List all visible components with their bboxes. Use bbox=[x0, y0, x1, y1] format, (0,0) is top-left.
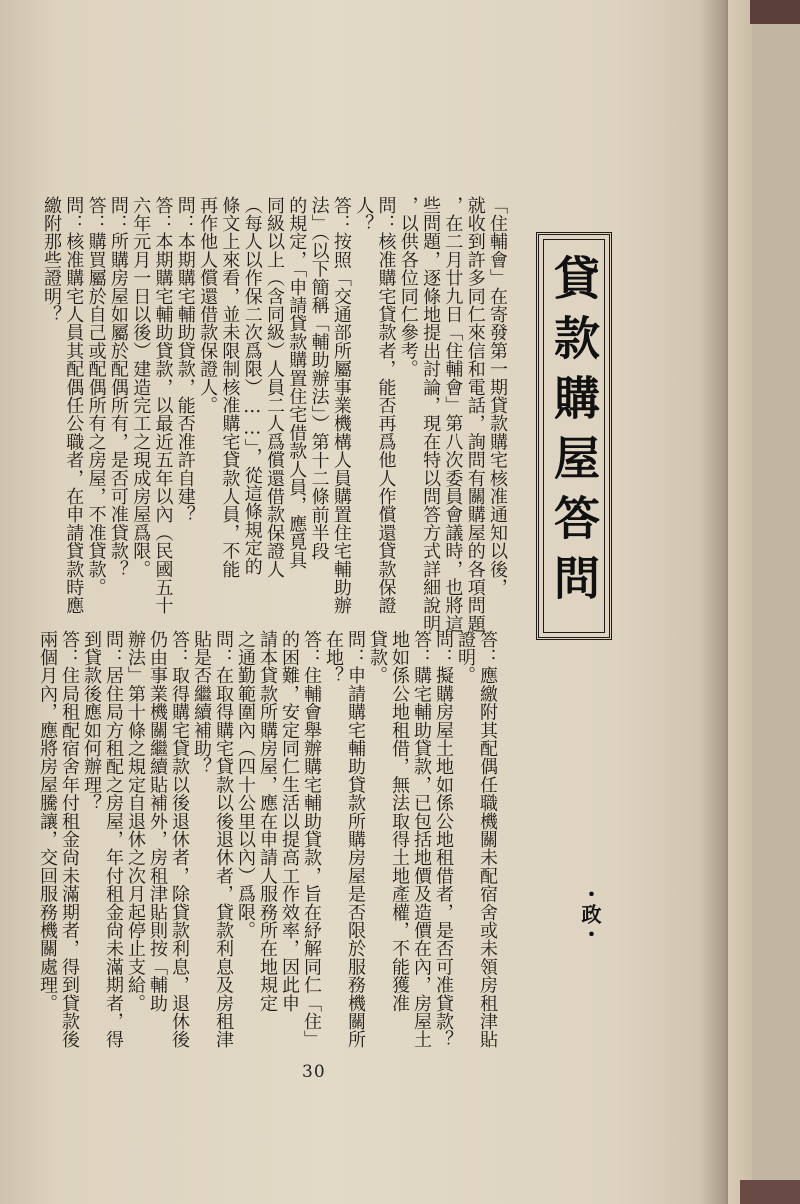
text-column: 問：申請購宅輔助貸款所購房屋是否限於服務機關所 bbox=[345, 630, 366, 1049]
text-column: 到貸款後應如何辦理？ bbox=[81, 630, 102, 812]
text-column: 問：本期購宅輔助貸款，能否准許自建？ bbox=[174, 196, 196, 524]
text-column: 同級以上（含同級）人員二人爲償還借款保證人 bbox=[264, 196, 285, 579]
text-column: 答：購宅輔助貸款，已包括地價及造價在內，房屋土 bbox=[411, 630, 432, 1049]
text-column: 六年元月一日以後）建造完工之現成房屋爲限。 bbox=[130, 196, 152, 579]
text-column: 兩個月內，應將房屋騰讓，交回服務機關處理。 bbox=[37, 630, 58, 1013]
text-column: 答：住局租配宿舍年付租金尙未滿期者，得到貸款後 bbox=[59, 630, 80, 1049]
text-column: 地如係公地租借，無法取得土地產權，不能獲准 bbox=[389, 630, 410, 1013]
text-column: 貸款。 bbox=[367, 630, 388, 685]
text-column: 的規定，「申請貸款購置住宅借款人員，應覓具 bbox=[286, 196, 308, 570]
text-column: ，以供各位同仁參考。 bbox=[397, 196, 419, 378]
text-column: 人？ bbox=[353, 196, 375, 233]
text-column: 在地？ bbox=[323, 630, 344, 685]
text-column: 「住輔會」在寄發第一期貸款購宅核准通知以後， bbox=[487, 196, 508, 597]
text-column: 問：核准購宅貸款者，能否再爲他人作償還貸款保證 bbox=[375, 196, 397, 615]
article-title: 貸款購屋答問 bbox=[547, 254, 601, 614]
text-column: 答：住輔會舉辦購宅輔助貸款，旨在紓解同仁「住」 bbox=[301, 630, 322, 1049]
text-column: 問：所購房屋如屬於配偶所有，是否可准貸款？ bbox=[107, 196, 129, 579]
text-column: 仍由事業機關繼續貼補外，房租津貼則按「輔助 bbox=[147, 630, 168, 1013]
text-column: （每人以作保二次爲限）……」，從這條規定的 bbox=[241, 196, 263, 576]
text-column: 條文上來看，並未限制核准購宅貸款人員，不能 bbox=[219, 196, 241, 579]
text-column: 答：購買屬於自己或配偶所有之房屋，不准貸款。 bbox=[85, 196, 107, 597]
text-column: 答：取得購宅貸款以後退休者，除貸款利息，退休後 bbox=[169, 630, 190, 1049]
text-column: 答：應繳附其配偶任職機關未配宿舍或未領房租津貼 bbox=[477, 630, 498, 1049]
text-column: 答：本期購宅輔助貸款，以最近五年以內（民國五十 bbox=[152, 196, 174, 615]
text-column: 再作他人償還借款保證人。 bbox=[197, 196, 219, 415]
text-column: ，在二月廿九日「住輔會」第八次委員會議時，也將這 bbox=[442, 196, 464, 633]
page-number: 30 bbox=[302, 1062, 326, 1082]
text-column: 答：按照「交通部所屬事業機構人員購置住宅輔助辦 bbox=[330, 196, 352, 615]
book-cover-bottom bbox=[740, 1180, 800, 1204]
text-column: 問：在取得購宅貸款以後退休者，貸款利息及房租津 bbox=[213, 630, 234, 1049]
text-column: 辦法」第十條之規定自退休之次月起停止支給。 bbox=[125, 630, 146, 1013]
book-cover-top bbox=[750, 0, 800, 24]
text-column: 繳附那些證明？ bbox=[41, 196, 62, 324]
text-column: 之通勤範圍內（四十公里以內）爲限。 bbox=[235, 630, 256, 940]
text-column: 請本貸款所購房屋，應在申請人服務所在地規定 bbox=[257, 630, 278, 1013]
text-column: 貼是否繼續補助？ bbox=[191, 630, 212, 776]
text-column: 證明。 bbox=[455, 630, 476, 685]
text-column: 些問題，逐條地提出討論，現在特以問答方式詳細說明 bbox=[420, 196, 442, 633]
text-column: 問：擬購房屋土地如係公地租借者，是否可准貸款？ bbox=[433, 630, 454, 1049]
text-column: 的困難，安定同仁生活以提高工作效率，因此申 bbox=[279, 630, 300, 1013]
text-column: 就收到許多同仁來信和電話，詢問有關購屋的各項問題 bbox=[464, 196, 486, 633]
text-column: 問：核准購宅人員其配偶任公職者，在申請貸款時應 bbox=[63, 196, 85, 615]
page-stack-edges bbox=[752, 0, 800, 1204]
text-column: 問：居住局方租配之房屋，年付租金尙未滿期者，得 bbox=[103, 630, 124, 1049]
text-column: 法」（以下簡稱「輔助辦法」）第十二條前半段 bbox=[308, 196, 330, 561]
section-mark: ・政・ bbox=[578, 884, 602, 944]
